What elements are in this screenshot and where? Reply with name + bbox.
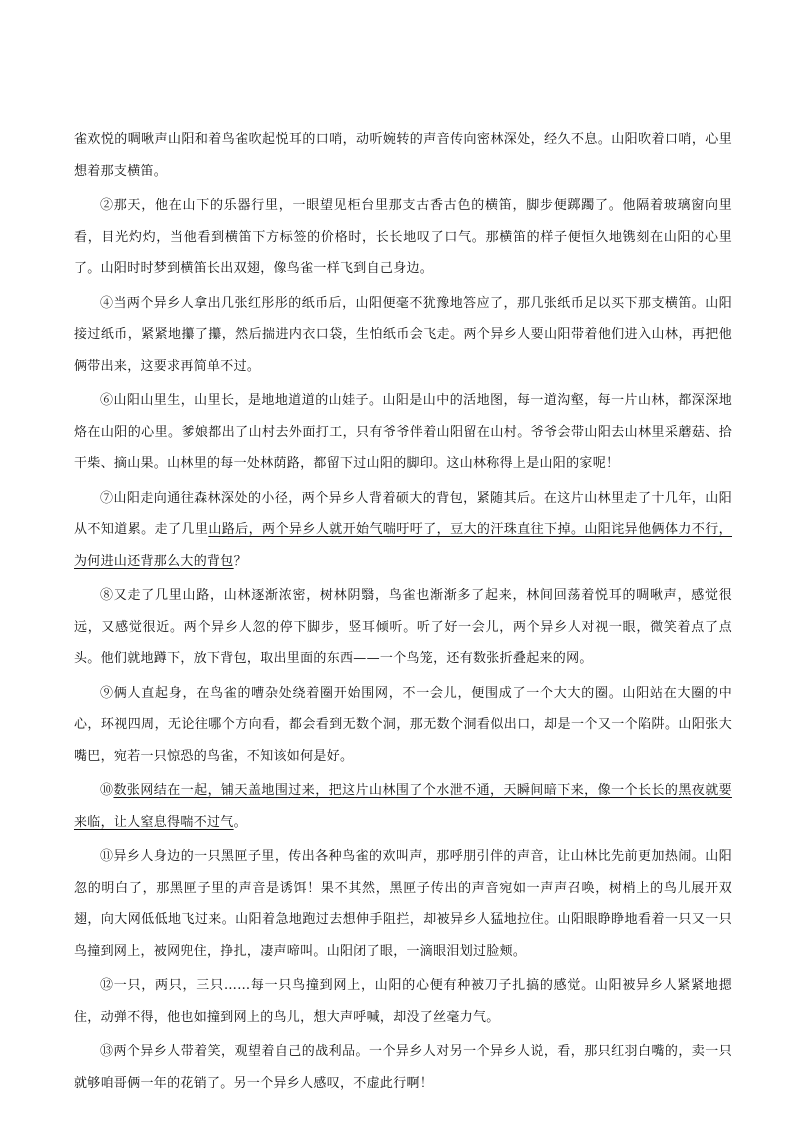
paragraph <box>74 970 732 1033</box>
text-segment: ⑨俩人直起身，在鸟雀的嘈杂处绕着圈开始围网，不一会儿，便围成了一个大大的圈。山阳站在大圈的中心，环视四周，无论往哪个方向看，都会看到无数个洞，那无数个洞看似出口，却是一个又一个陷阱。山阳张大嘴巴，宛若一只惊恐的鸟雀，不知该如何是好。 <box>74 685 732 764</box>
paragraph <box>74 775 732 838</box>
paragraph <box>74 483 732 578</box>
text-segment: ②那天，他在山下的乐器行里，一眼望见柜台里那支古香古色的横笛，脚步便踯躅了。他隔着玻璃窗向里看，目光灼灼，当他看到横笛下方标签的价格时，长长地叹了口气。那横笛的样子便恒久地镌刻在山阳的心里了。山阳时时梦到横笛长出双翅，像鸟雀一样飞到自己身边。 <box>74 198 732 276</box>
paragraph <box>74 190 732 285</box>
text-segment: ⑫一只，两只，三只……每一只鸟撞到网上，山阳的心便有种被刀子扎搞的感觉。山阳被异乡人紧紧地摁住，动弹不得，他也如撞到网上的鸟儿，想大声呼喊，却没了丝毫力气。 <box>74 978 732 1025</box>
paragraph <box>74 385 732 480</box>
text-segment: ⑩ <box>100 783 114 798</box>
paragraph <box>74 841 732 967</box>
text-segment: ⑥山阳山里生，山里长，是地地道道的山娃子。山阳是山中的活地图，每一道沟壑，每一片山林，都深深地烙在山阳的心里。爹娘都出了山村去外面打工，只有爷爷伴着山阳留在山村。爷爷会带山阳去山林里采蘑菇、拾干柴、摘山果。山林里的每一处林荫路，都留下过山阳的脚印。这山林称得上是山阳的家呢！ <box>74 393 732 471</box>
paragraph <box>74 124 732 187</box>
paragraph <box>74 288 732 383</box>
text-segment: ⑧又走了几里山路，山林逐渐浓密，树林阴翳，鸟雀也渐渐多了起来，林间回荡着悦耳的啁啾声，感觉很远，又感觉很近。两个异乡人忽的停下脚步，竖耳倾听。听了好一会儿，两个异乡人对视一眼，微笑着点了点头。他们就地蹲下，放下背包，取出里面的东西——一个鸟笼，还有数张折叠起来的网。 <box>74 588 732 666</box>
text-segment: ⑦山阳走向通往森林深处的小径，两个异乡人背着硕大的背包，紧随其后。在这片山林里走了十几年，山阳从不知道累。走了几里 <box>74 490 732 537</box>
underlined-sentence: 数张网结在一起，铺天盖地围过来，把这片山林围了个水泄不通，天瞬间暗下来，像一个长长的黑夜就要来临，让人窒息得喘不过气 <box>74 783 732 830</box>
paragraph <box>74 580 732 675</box>
text-segment: ？ <box>233 553 247 569</box>
paragraph <box>74 1036 732 1099</box>
paragraph <box>74 678 732 773</box>
text-segment: ④当两个异乡人拿出几张红彤彤的纸币后，山阳便毫不犹豫地答应了，那几张纸币足以买下那支横笛。山阳接过纸币，紧紧地攥了攥，然后揣进内衣口袋，生怕纸币会飞走。两个异乡人要山阳带着他们进入山林，再把他俩带出来，这要求再简单不过。 <box>74 295 732 374</box>
text-segment: 。 <box>233 814 247 830</box>
article-body <box>74 124 732 1099</box>
text-segment: ⑬两个异乡人带着笑，观望着自己的战利品。一个异乡人对另一个异乡人说，看，那只红羽白嘴的，卖一只就够咱哥俩一年的花销了。另一个异乡人感叹，不虚此行啊！ <box>74 1044 732 1091</box>
text-segment: ⑪异乡人身边的一只黑匣子里，传出各种鸟雀的欢叫声，那呼朋引伴的声音，让山林比先前更加热闹。山阳忽的明白了，那黑匣子里的声音是诱饵！果不其然，黑匣子传出的声音宛如一声声召唤，树梢上的鸟儿展开双翅，向大网低低地飞过来。山阳着急地跑过去想伸手阻拦，却被异乡人猛地拉住。山阳眼睁睁地看着一只又一只鸟撞到网上，被网兜住，挣扎，凄声啼叫。山阳闭了眼，一滴眼泪划过脸颊。 <box>74 849 732 959</box>
underlined-sentence: 山路后，两个异乡人就开始气喘吁吁了，豆大的汗珠直往下掉。山阳诧异他俩体力不行，为何进山还背那么大的背包 <box>74 522 732 569</box>
text-segment: 雀欢悦的啁啾声山阳和着鸟雀吹起悦耳的口哨，动听婉转的声音传向密林深处，经久不息。山阳吹着口哨，心里想着那支横笛。 <box>74 132 732 179</box>
